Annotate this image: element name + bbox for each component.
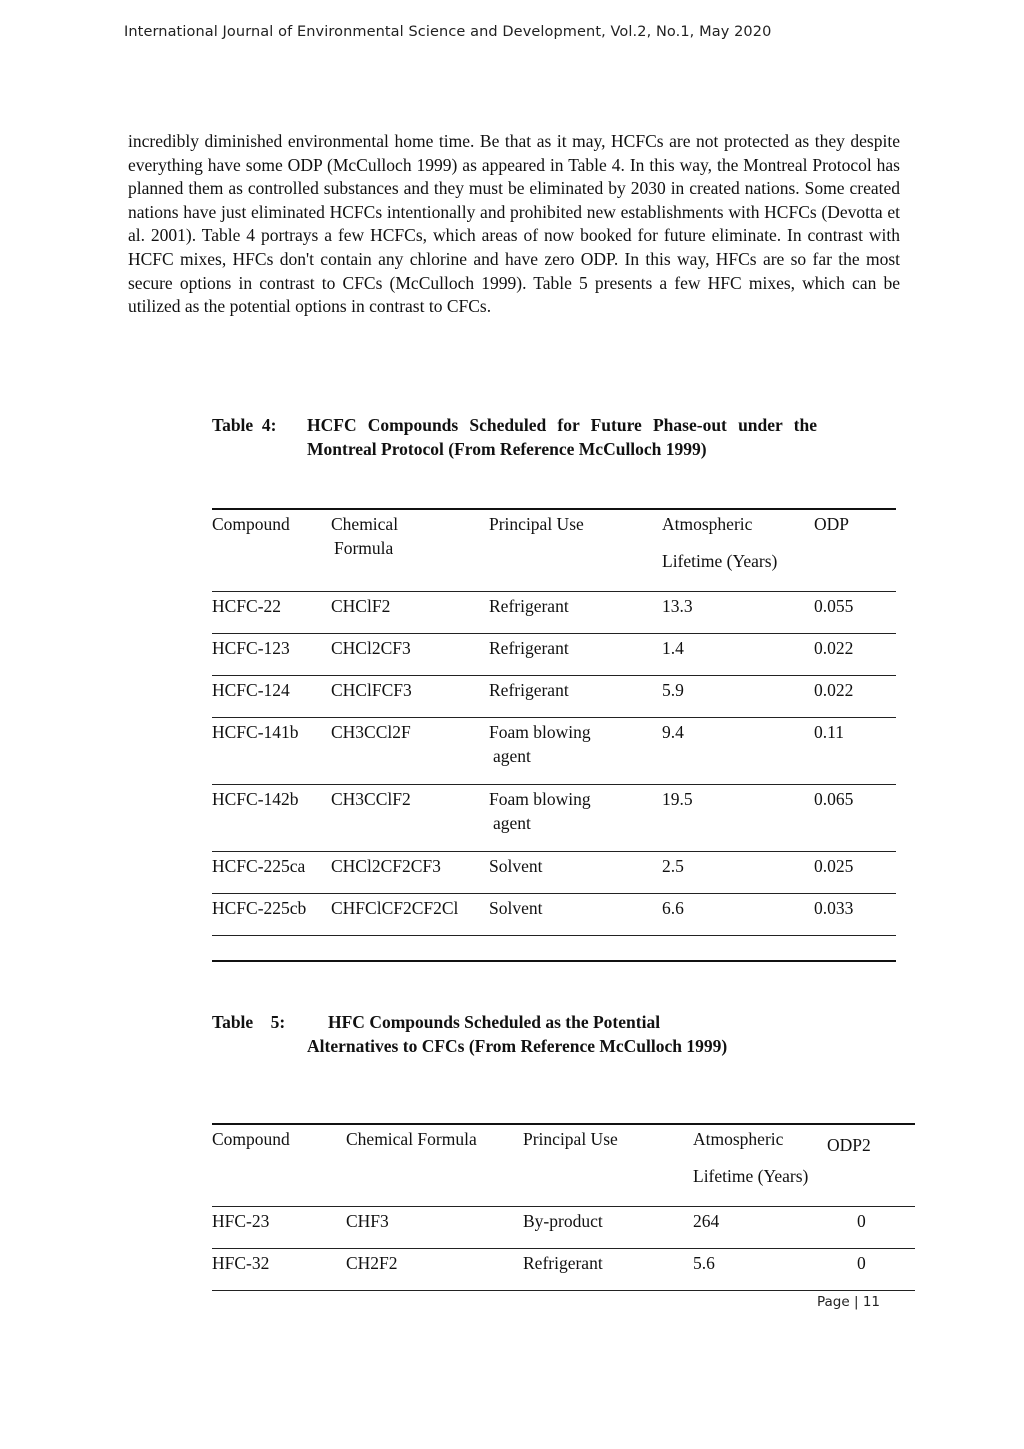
table4-cell-formula: CHClFCF3: [331, 679, 412, 700]
table4-cell-lifetime: 2.5: [662, 855, 684, 876]
table4-cell-lifetime: 19.5: [662, 788, 693, 809]
table4-header-formula-line2: Formula: [334, 538, 394, 558]
table4-header-lifetime-line1: Atmospheric: [662, 514, 753, 534]
table4-cell-odp: 0.033: [814, 897, 854, 918]
table4-cell-formula: CH3CClF2: [331, 788, 411, 809]
page-number: Page | 11: [817, 1294, 880, 1310]
table5-header-compound: Compound: [212, 1129, 290, 1149]
table4-cell-use: Refrigerant: [489, 595, 569, 616]
table4-cell-use-line2: agent: [493, 812, 531, 833]
table4-caption-text: HCFC Compounds Scheduled for Future Phase-out under the Montreal Protocol (From Reference McCulloch 1999): [307, 415, 817, 459]
table5-bottom-rule: [212, 1290, 915, 1291]
table5-cell-lifetime: 5.6: [693, 1252, 715, 1273]
table4-row: [212, 851, 896, 893]
table4-header-odp: ODP: [814, 514, 850, 534]
table4-label: Table 4:: [212, 415, 277, 435]
table4-closing-rule: [212, 960, 896, 962]
table4-cell-use: Refrigerant: [489, 637, 569, 658]
table4-row: [212, 591, 896, 633]
table4-cell-odp: 0.065: [814, 788, 854, 809]
table4-row: [212, 893, 896, 935]
table5-caption-line1: HFC Compounds Scheduled as the Potential: [328, 1012, 661, 1032]
table4-cell-odp: 0.11: [814, 721, 844, 742]
table4-cell-use: Solvent: [489, 855, 543, 876]
table4-cell-compound: HCFC-225ca: [212, 855, 306, 876]
table4-cell-lifetime: 13.3: [662, 595, 693, 616]
body-paragraph: incredibly diminished environmental home time. Be that as it may, HCFCs are not protected as they despite everything have some ODP (McCulloch 1999) as appeared in Table 4. In this way, the Montreal Protocol has planned them as controlled substances and they must be eliminated by 2030 in created nations. Some created nations have just eliminated HCFCs intentionally and prohibited new establishments with HCFCs (Devotta et al. 2001). Table 4 portrays a few HCFCs, which areas of now booked for future eliminate. In contrast with HCFC mixes, HFCs don't contain any chlorine and have zero ODP. In this way, HFCs are so far the most secure options in contrast to CFCs (McCulloch 1999). Table 5 presents a few HFC mixes, which can be utilized as the potential options in contrast to CFCs.: [128, 131, 900, 317]
table4-cell-compound: HCFC-124: [212, 679, 290, 700]
table5-cell-use: By-product: [523, 1210, 603, 1231]
table4-cell-formula: CHCl2CF2CF3: [331, 855, 441, 876]
table4-cell-formula: CH3CCl2F: [331, 721, 411, 742]
table5-caption: [212, 1011, 817, 1059]
table4-row: [212, 633, 896, 675]
table4-row: [212, 675, 896, 717]
table5-header-odp: ODP2: [827, 1135, 871, 1155]
table4-cell-odp: 0.055: [814, 595, 854, 616]
table4-cell-formula: CHClF2: [331, 595, 391, 616]
table4-cell-compound: HCFC-22: [212, 595, 282, 616]
table4-cell-odp: 0.022: [814, 637, 854, 658]
table5-cell-formula: CH2F2: [346, 1252, 398, 1273]
table4-cell-lifetime: 9.4: [662, 721, 684, 742]
table5-header-lifetime-line2: Lifetime (Years): [693, 1166, 809, 1186]
table5-row: [212, 1248, 915, 1290]
journal-header: International Journal of Environmental Science and Development, Vol.2, No.1, May 2020: [124, 24, 772, 40]
table5-header-formula: Chemical Formula: [346, 1129, 477, 1149]
table4-cell-lifetime: 5.9: [662, 679, 684, 700]
table4-cell-compound: HCFC-142b: [212, 788, 299, 809]
table4-row: [212, 784, 896, 851]
table4-cell-use: Refrigerant: [489, 679, 569, 700]
table5-label: Table 5:: [212, 1012, 286, 1032]
table5-header-row: [212, 1124, 915, 1206]
table5-header-use: Principal Use: [523, 1129, 618, 1149]
table4-cell-odp: 0.025: [814, 855, 854, 876]
table5-row: [212, 1206, 915, 1248]
table4-cell-use-line2: agent: [493, 745, 531, 766]
table4-header-lifetime-line2: Lifetime (Years): [662, 551, 778, 571]
table5-cell-use: Refrigerant: [523, 1252, 603, 1273]
table4-header-formula-line1: Chemical: [331, 514, 399, 534]
table4-cell-use: Foam blowing: [489, 788, 591, 809]
table4-caption: [212, 414, 817, 462]
table4-cell-formula: CHCl2CF3: [331, 637, 411, 658]
table4-cell-lifetime: 1.4: [662, 637, 684, 658]
table5-cell-odp: 0: [857, 1210, 866, 1231]
table5: [212, 1123, 915, 1290]
table5-cell-lifetime: 264: [693, 1210, 720, 1231]
table4-cell-lifetime: 6.6: [662, 897, 684, 918]
table4: [212, 508, 896, 935]
table4-cell-odp: 0.022: [814, 679, 854, 700]
table4-cell-use: Foam blowing: [489, 721, 591, 742]
table5-cell-odp: 0: [857, 1252, 866, 1273]
table4-cell-compound: HCFC-141b: [212, 721, 299, 742]
table5-cell-compound: HFC-23: [212, 1210, 270, 1231]
table4-cell-compound: HCFC-123: [212, 637, 290, 658]
table4-header-row: [212, 509, 896, 591]
table5-cell-compound: HFC-32: [212, 1252, 270, 1273]
table4-cell-compound: HCFC-225cb: [212, 897, 307, 918]
table5-header-lifetime-line1: Atmospheric: [693, 1129, 784, 1149]
table4-row: [212, 717, 896, 784]
table4-cell-formula: CHFClCF2CF2Cl: [331, 897, 459, 918]
table5-cell-formula: CHF3: [346, 1210, 389, 1231]
table4-header-compound: Compound: [212, 514, 290, 534]
table4-header-use: Principal Use: [489, 514, 584, 534]
table4-cell-use: Solvent: [489, 897, 543, 918]
table5-caption-rest: Alternatives to CFCs (From Reference McCulloch 1999): [307, 1035, 728, 1056]
table4-bottom-rule: [212, 935, 896, 936]
